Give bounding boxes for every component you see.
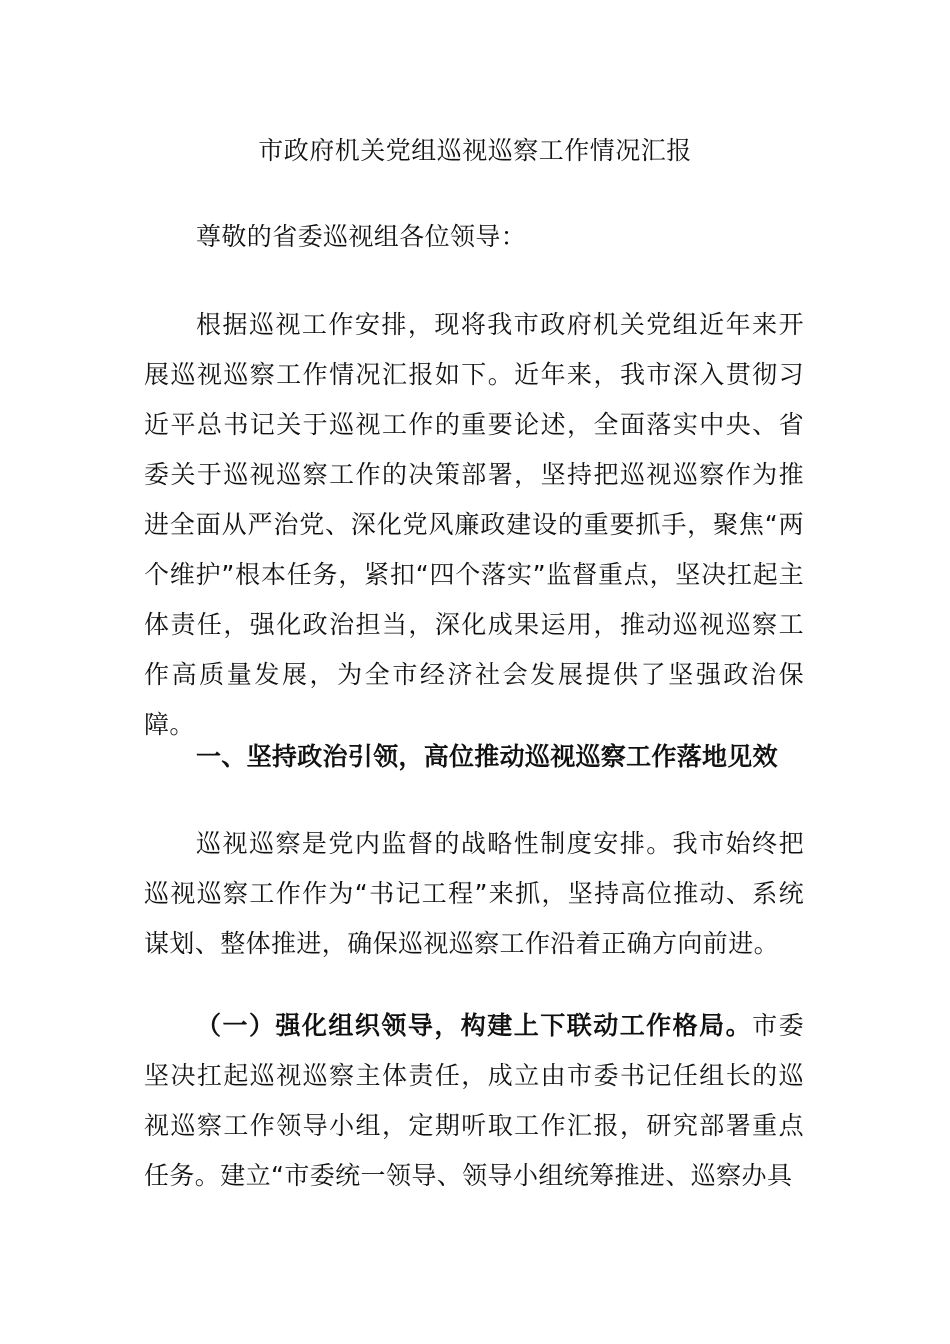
intro-paragraph: 根据巡视工作安排，现将我市政府机关党组近年来开展巡视巡察工作情况汇报如下。近年来，我市深入贯彻习近平总书记关于巡视工作的重要论述，全面落实中央、省委关于巡视巡察工作的决策部署，坚持把巡视巡察作为推进全面从严治党、深化党风廉政建设的重要抓手，聚焦“两个维护”根本任务，紧扣“四个落实”监督重点，坚决扛起主体责任，强化政治担当，深化成果运用，推动巡视巡察工作高质量发展，为全市经济社会发展提供了坚强政治保障。 (144, 310, 804, 739)
section-1-paragraph: 巡视巡察是党内监督的战略性制度安排。我市始终把巡视巡察工作作为“书记工程”来抓，坚持高位推动、系统谋划、整体推进，确保巡视巡察工作沿着正确方向前进。 (144, 829, 804, 958)
document-title: 市政府机关党组巡视巡察工作情况汇报 (258, 136, 692, 165)
subsection-1-lead: （一）强化组织领导，构建上下联动工作格局。 (196, 1011, 753, 1040)
subsection-1-text: 市委坚决扛起巡视巡察主体责任，成立由市委书记任组长的巡视巡察工作领导小组，定期听取工作汇报，研究部署重点任务。建立“市委统一领导、领导小组统筹推进、巡察办具 (144, 1011, 804, 1190)
subsection-1-paragraph (144, 1001, 804, 1201)
salutation: 尊敬的省委巡视组各位领导： (196, 222, 527, 251)
section-1-heading: 一、坚持政治引领，高位推动巡视巡察工作落地见效 (196, 742, 778, 771)
